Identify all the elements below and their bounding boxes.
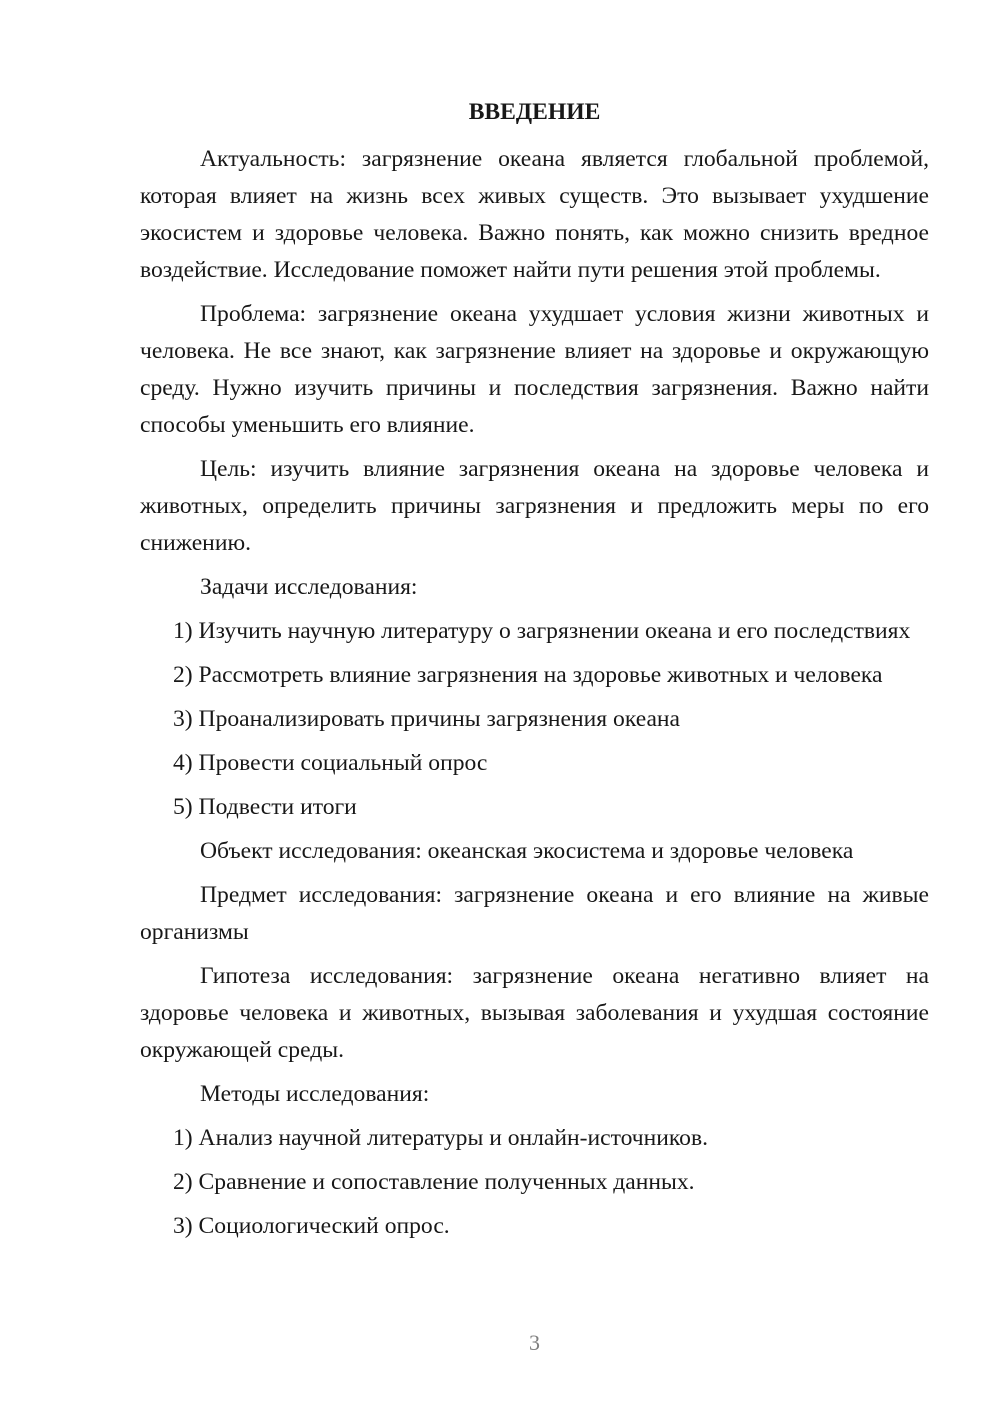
paragraph-hypothesis: Гипотеза исследования: загрязнение океана негативно влияет на здоровье человека и животных, вызывая заболевания и ухудшая состояние окружающей среды.	[140, 963, 929, 1063]
task-item-3: 3) Проанализировать причины загрязнения океана	[173, 706, 681, 732]
page-title: ВВЕДЕНИЕ	[468, 99, 601, 125]
task-item-1: 1) Изучить научную литературу о загрязнении океана и его последствиях	[173, 618, 911, 644]
tasks-heading: Задачи исследования:	[200, 574, 418, 600]
paragraph-object: Объект исследования: океанская экосистема и здоровье человека	[200, 838, 854, 864]
method-item-2: 2) Сравнение и сопоставление полученных данных.	[173, 1169, 695, 1195]
method-item-1: 1) Анализ научной литературы и онлайн-источников.	[173, 1125, 709, 1151]
paragraph-problem: Проблема: загрязнение океана ухудшает условия жизни животных и человека. Не все знают, как загрязнение влияет на здоровье и окружающую среду. Нужно изучить причины и последствия загрязнения. Важно найти способы уменьшить его влияние.	[140, 301, 929, 438]
page-number: 3	[529, 1330, 540, 1355]
method-item-3: 3) Социологический опрос.	[173, 1213, 450, 1239]
task-item-5: 5) Подвести итоги	[173, 794, 357, 820]
paragraph-goal: Цель: изучить влияние загрязнения океана на здоровье человека и животных, определить причины загрязнения и предложить меры по его снижению.	[140, 456, 929, 556]
task-item-2: 2) Рассмотреть влияние загрязнения на здоровье животных и человека	[173, 662, 883, 688]
paragraph-relevance: Актуальность: загрязнение океана является глобальной проблемой, которая влияет на жизнь всех живых существ. Это вызывает ухудшение экосистем и здоровье человека. Важно понять, как можно снизить вредное воздействие. Исследование поможет найти пути решения этой проблемы.	[140, 146, 929, 283]
methods-heading: Методы исследования:	[200, 1081, 430, 1107]
task-item-4: 4) Провести социальный опрос	[173, 750, 488, 776]
paragraph-subject: Предмет исследования: загрязнение океана и его влияние на живые организмы	[140, 882, 929, 945]
